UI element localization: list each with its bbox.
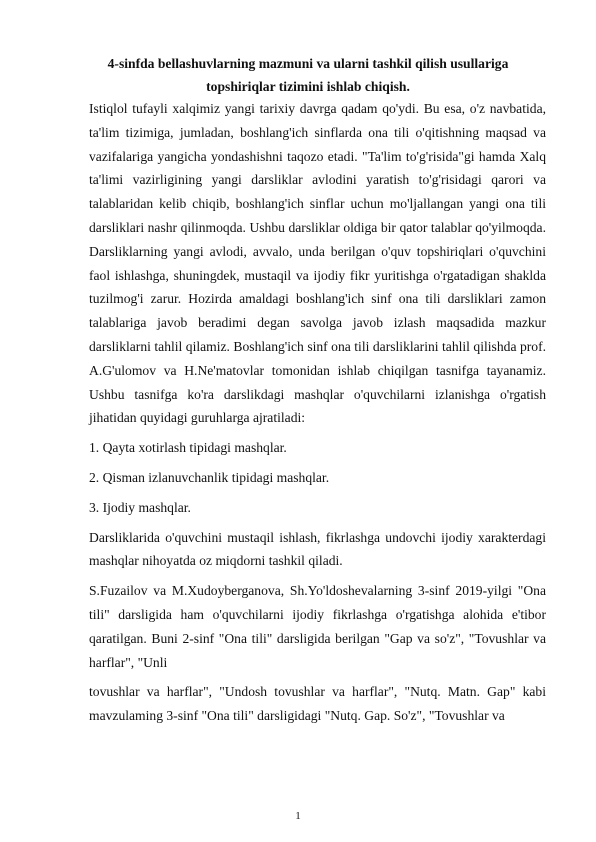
title-line-2: topshiriqlar tizimini ishlab chiqish.	[206, 79, 410, 94]
document-title	[70, 52, 546, 98]
paragraph-textbook-analysis: S.Fuzailov va M.Xudoyberganova, Sh.Yo'ldoshevalarning 3-sinf 2019-yilgi "Ona tili" darsligida ham o'quvchilarni ijodiy fikrlashga o'rgatishga alohida e'tibor qaratilgan. Buni 2-sinf "Ona tili" darsligida berilgan "Gap va so'z", "Tovushlar va harflar", "Unli	[89, 583, 546, 670]
page-number: 1	[295, 810, 301, 822]
paragraph-intro: Istiqlol tufayli xalqimiz yangi tarixiy davrga qadam qo'ydi. Bu esa, o'z navbatida, ta'lim tizimiga, jumladan, boshlang'ich sinflarda ona tili o'qitishning maqsad va vazifalariga yangicha yondashishni taqozo etadi. "Ta'lim to'g'risida"gi hamda Xalq ta'limi vazirligining yangi darsliklar avlodini yaratish to'g'risidagi qarori va talablaridan kelib chiqib, boshlang'ich sinflar uchun mo'ljallangan yangi ona tili darsliklari nashr qilinmoqda. Ushbu darsliklar oldiga bir qator talablar qo'yilmoqda. Darsliklarning yangi avlodi, avvalo, unda berilgan o'quv topshiriqlari o'quvchini faol ishlashga, shuningdek, mustaqil va ijodiy fikr yuritishga o'rgatadigan shaklda tuzilmog'i zarur. Hozirda amaldagi boshlang'ich sinf ona tili darsliklari zamon talablariga javob beradimi degan savolga javob izlash maqsadida mazkur darsliklarni tahlil qilamiz. Boshlang'ich sinf ona tili darsliklarini tahlil qilishda prof. A.G'ulomov va H.Ne'matovlar tomonidan ishlab chiqilgan tasnifga tayanamiz. Ushbu tasnifga ko'ra darslikdagi mashqlar o'quvchilarni izlanishga o'rgatish jihatidan quyidagi guruhlarga ajratiladi:	[89, 101, 546, 426]
paragraph-continuation: tovushlar va harflar", "Undosh tovushlar va harflar", "Nutq. Matn. Gap" kabi mavzulaming 3-sinf "Ona tili" darsligidagi "Nutq. Gap. So'z", "Tovushlar va	[89, 684, 546, 724]
list-item-1: 1. Qayta xotirlash tipidagi mashqlar.	[89, 440, 287, 456]
list-item-2: 2. Qisman izlanuvchanlik tipidagi mashqlar.	[89, 469, 330, 485]
document-body	[89, 97, 546, 728]
title-line-1: 4-sinfda bellashuvlarning mazmuni va ularni tashkil qilish usullariga	[107, 56, 509, 71]
paragraph-creative-exercises: Darsliklarida o'quvchini mustaqil ishlash, fikrlashga undovchi ijodiy xarakterdagi mashqlar nihoyatda oz miqdorni tashkil qiladi.	[89, 529, 546, 569]
list-item-3: 3. Ijodiy mashqlar.	[89, 499, 191, 515]
